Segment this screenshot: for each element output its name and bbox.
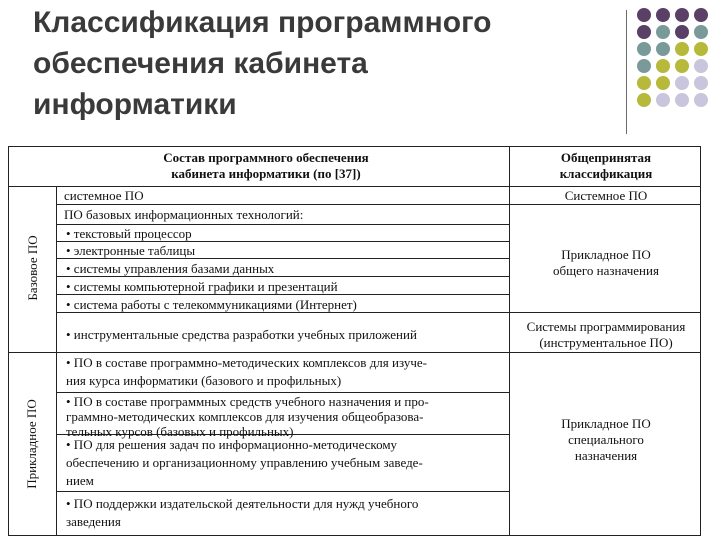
table-border-bottom — [8, 535, 701, 536]
decorative-dot — [637, 8, 651, 22]
scanned-table — [6, 146, 706, 536]
decorative-divider — [626, 10, 627, 134]
applied-line-6: • ПО для решения задач по информационно-методическому — [66, 437, 398, 452]
applied-line-5: тельных курсов (базовых и профильных) — [66, 424, 294, 439]
row-line-7 — [56, 312, 701, 313]
decorative-dot — [656, 76, 670, 90]
applied-line-8: нием — [66, 473, 94, 488]
row-dbms: • системы управления базами данных — [66, 261, 275, 276]
decorative-dot — [675, 42, 689, 56]
decorative-dot — [694, 25, 708, 39]
applied-line-2: ния курса информатики (базового и профильных) — [66, 373, 342, 388]
header-left-line-1: Состав программного обеспечения — [163, 150, 369, 165]
row-line-1 — [56, 204, 701, 205]
decorative-dot — [656, 42, 670, 56]
table-divider-side — [56, 186, 57, 536]
row-text-processor: • текстовый процессор — [66, 226, 192, 241]
row-line-6 — [56, 294, 510, 295]
slide-title — [33, 2, 492, 125]
cell-special-line-1: Прикладное ПО — [561, 416, 651, 431]
title-line-2: обеспечения кабинета — [33, 47, 368, 80]
decorative-dot — [637, 76, 651, 90]
title-line-1: Классификация программного — [33, 6, 492, 39]
decorative-dot — [694, 93, 708, 107]
row-line-4 — [56, 258, 510, 259]
cell-general-line-1: Прикладное ПО — [561, 247, 651, 262]
applied-line-1: • ПО в составе программно-методических комплексов для изуче- — [66, 355, 427, 370]
row-instrumental: • инструментальные средства разработки учебных приложений — [66, 327, 417, 342]
decorative-dot — [637, 93, 651, 107]
decorative-dot — [694, 76, 708, 90]
cell-programming-line-1: Системы программирования — [526, 319, 686, 334]
applied-line-3: • ПО в составе программных средств учебного назначения и про- — [66, 394, 429, 409]
side-label-applied: Прикладное ПО — [24, 399, 39, 489]
row-basic-technologies: ПО базовых информационных технологий: — [64, 207, 304, 222]
header-left-line-2: кабинета информатики (по [37]) — [171, 166, 361, 181]
applied-line-10: заведения — [66, 514, 121, 529]
row-graphics: • системы компьютерной графики и презентаций — [66, 279, 338, 294]
title-line-3: информатики — [33, 88, 237, 121]
decorative-dot — [637, 42, 651, 56]
decorative-dot — [675, 93, 689, 107]
cell-system-software: Системное ПО — [564, 188, 648, 203]
table-border-left — [8, 146, 9, 536]
cell-special-line-3: назначения — [574, 448, 638, 463]
cell-programming-line-2: (инструментальное ПО) — [539, 335, 673, 350]
decorative-dot — [675, 25, 689, 39]
decorative-dot — [694, 59, 708, 73]
applied-line-7: обеспечению и организационному управлению учебным заведе- — [66, 455, 423, 470]
header-bottom-line — [8, 186, 701, 187]
decorative-dot — [694, 42, 708, 56]
side-label-basic: Базовое ПО — [25, 235, 40, 301]
row-spreadsheets: • электронные таблицы — [66, 243, 196, 258]
cell-special-line-2: специального — [568, 432, 644, 447]
row-line-3 — [56, 241, 510, 242]
decorative-dot — [656, 25, 670, 39]
decorative-dot — [656, 59, 670, 73]
table-border-top — [8, 146, 701, 147]
header-right-line-2: классификация — [559, 166, 653, 181]
row-system-software: системное ПО — [64, 188, 144, 203]
row-telecom: • система работы с телекоммуникациями (Интернет) — [66, 297, 357, 312]
decorative-dot — [637, 59, 651, 73]
decorative-dot — [675, 59, 689, 73]
decorative-dot — [694, 8, 708, 22]
decorative-dot — [675, 8, 689, 22]
row-line-5 — [56, 276, 510, 277]
decorative-dot — [656, 8, 670, 22]
decorative-dot-grid — [637, 8, 717, 108]
decorative-dot — [656, 93, 670, 107]
decorative-dot — [675, 76, 689, 90]
applied-line-4: граммно-методических комплексов для изучения общеобразова- — [66, 409, 424, 424]
row-line-2 — [56, 224, 510, 225]
decorative-dot — [637, 25, 651, 39]
row-line-9 — [56, 392, 510, 393]
cell-general-line-2: общего назначения — [553, 263, 659, 278]
header-right-line-1: Общепринятая — [560, 150, 652, 165]
applied-line-9: • ПО поддержки издательской деятельности для нужд учебного — [66, 496, 419, 511]
row-line-8 — [8, 352, 701, 353]
row-line-11 — [56, 491, 510, 492]
